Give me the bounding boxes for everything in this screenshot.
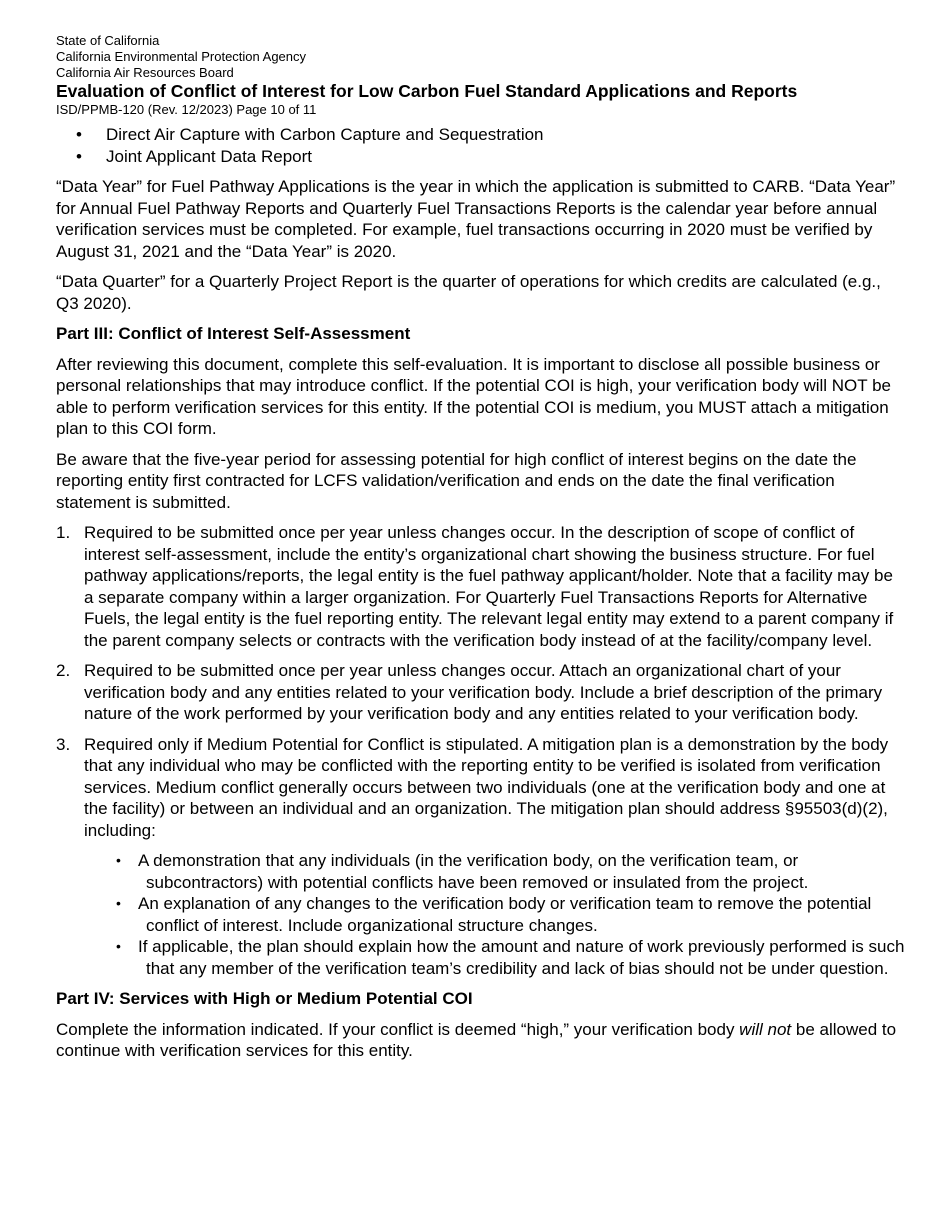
document-page [56, 33, 906, 1071]
list-item: • If applicable, the plan should explain how the amount and nature of work previously performed is such that any member of the verification team’s credibility and lack of bias should not be under question. [84, 936, 906, 979]
item-number: 1. [56, 523, 71, 542]
list-item: • Joint Applicant Data Report [56, 146, 906, 168]
document-body [56, 124, 906, 1062]
list-item: • Direct Air Capture with Carbon Capture and Sequestration [56, 124, 906, 146]
numbered-item-1 [56, 522, 906, 651]
part3-paragraph-2: Be aware that the five-year period for assessing potential for high conflict of interest begins on the date the reporting entity first contracted for LCFS validation/verification and ends on the date the final verification statement is submitted. [56, 449, 857, 512]
item-number: 2. [56, 661, 71, 680]
document-header [56, 33, 906, 118]
list-item: • A demonstration that any individuals (in the verification body, on the verification team, or subcontractors) with potential conflicts have been removed or insulated from the project. [84, 850, 906, 893]
numbered-item-2 [56, 660, 906, 725]
top-bullet-list [56, 124, 906, 167]
header-state: State of California [56, 33, 160, 48]
header-agency: California Environmental Protection Agency [56, 49, 307, 64]
part3-paragraph-1: After reviewing this document, complete this self-evaluation. It is important to disclose all possible business or personal relationships that may introduce conflict. If the potential COI is high, your verification body will NOT be able to perform verification services for this entity. If the potential COI is medium, you MUST attach a mitigation plan to this COI form. [56, 354, 891, 438]
data-year-paragraph: “Data Year” for Fuel Pathway Applications is the year in which the application is submitted to CARB. “Data Year” for Annual Fuel Pathway Reports and Quarterly Fuel Transactions Reports is the calendar year before annual verification services must be completed. For example, fuel transactions occurring in 2020 must be verified by August 31, 2021 and the “Data Year” is 2020. [56, 177, 896, 261]
mitigation-sub-list [84, 850, 906, 979]
item-text: Required to be submitted once per year unless changes occur. Attach an organizational chart of your verification body and any entities related to your verification body. Include a brief description of the primary nature of the work performed by your verification body and any entities related to your verification body. [84, 661, 883, 723]
list-item: • An explanation of any changes to the verification body or verification team to remove the potential conflict of interest. Include organizational structure changes. [84, 893, 906, 936]
part4-emphasis: will not [739, 1019, 792, 1039]
data-quarter-paragraph: “Data Quarter” for a Quarterly Project Report is the quarter of operations for which credits are calculated (e.g., Q3 2020). [56, 272, 881, 313]
item-text: Required only if Medium Potential for Conflict is stipulated. A mitigation plan is a demonstration by the body that any individual who may be conflicted with the reporting entity to be verified is isolated from verification services. Medium conflict generally occurs between two individuals (one at the verification body and one at the facility) or between an individual and an organization. The mitigation plan should address §95503(d)(2), including: [84, 734, 889, 840]
part4-heading: Part IV: Services with High or Medium Potential COI [56, 989, 473, 1008]
part4-text-b: be allowed to continue with verification services for this entity. [56, 1019, 897, 1060]
header-board: California Air Resources Board [56, 65, 234, 80]
part3-heading: Part III: Conflict of Interest Self-Assessment [56, 324, 411, 343]
item-number: 3. [56, 734, 71, 754]
numbered-item-3 [56, 734, 906, 980]
form-id-page-number: ISD/PPMB-120 (Rev. 12/2023) Page 10 of 11 [56, 102, 317, 117]
part4-text-a: Complete the information indicated. If your conflict is deemed “high,” your verification body [56, 1019, 740, 1039]
numbered-list [56, 522, 906, 979]
item-text: Required to be submitted once per year unless changes occur. In the description of scope of conflict of interest self-assessment, include the entity’s organizational chart showing the business structure. For fuel pathway applications/reports, the legal entity is the fuel pathway applicant/holder. Note that a facility may be a separate company within a larger organization. For Quarterly Fuel Transactions Reports for Alternative Fuels, the legal entity is the fuel reporting entity. The relevant legal entity may extend to a parent company if the parent company selects or contracts with the verification body instead of at the facility/company level. [84, 523, 894, 650]
part4-paragraph [56, 1019, 906, 1062]
document-title: Evaluation of Conflict of Interest for Low Carbon Fuel Standard Applications and Reports [56, 81, 798, 101]
